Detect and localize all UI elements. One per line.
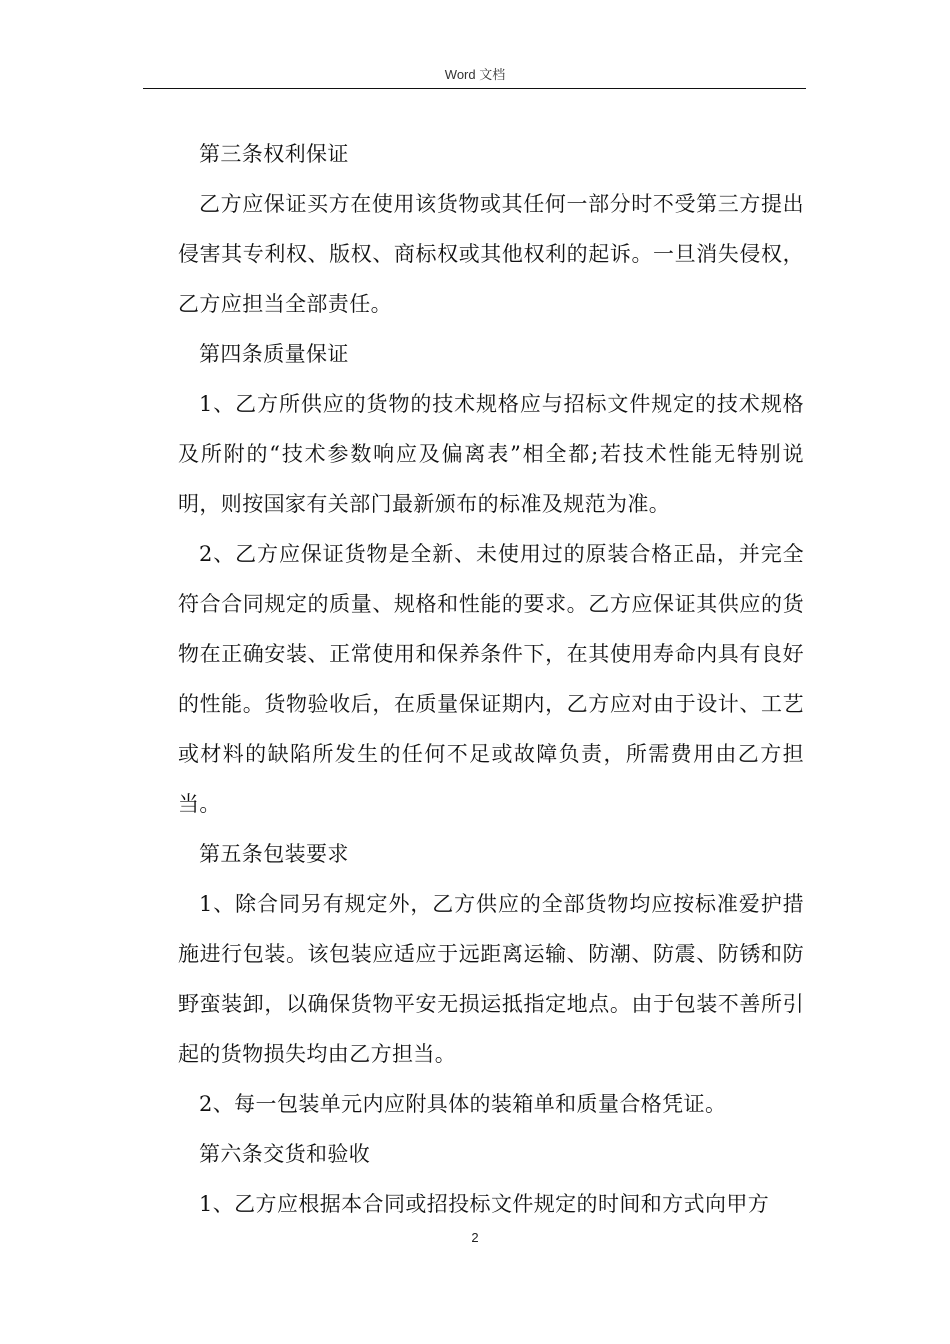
paragraph: 乙方应保证买方在使用该货物或其任何一部分时不受第三方提出侵害其专利权、版权、商标权或其他权利的起诉。一旦消失侵权，乙方应担当全部责任。 — [178, 192, 804, 316]
document-body — [178, 129, 804, 1229]
section-heading-6: 第六条交货和验收 — [199, 1142, 371, 1166]
paragraph: 2、乙方应保证货物是全新、未使用过的原装合格正品，并完全符合合同规定的质量、规格和性能的要求。乙方应保证其供应的货物在正确安装、正常使用和保养条件下，在其使用寿命内具有良好的性能。货物验收后，在质量保证期内，乙方应对由于设计、工艺或材料的缺陷所发生的任何不足或故障负责，所需费用由乙方担当。 — [178, 542, 804, 816]
section-heading-4: 第四条质量保证 — [199, 342, 349, 366]
header-divider — [143, 88, 806, 89]
paragraph: 2、每一包装单元内应附具体的装箱单和质量合格凭证。 — [199, 1092, 727, 1116]
paragraph: 1、乙方所供应的货物的技术规格应与招标文件规定的技术规格及所附的“技术参数响应及偏离表”相全都;若技术性能无特别说明，则按国家有关部门最新颁布的标准及规范为准。 — [178, 392, 804, 516]
paragraph: 1、乙方应根据本合同或招投标文件规定的时间和方式向甲方 — [199, 1192, 770, 1216]
page-number: 2 — [471, 1230, 479, 1245]
page-header: Word 文档 — [444, 67, 506, 82]
paragraph: 1、除合同另有规定外，乙方供应的全部货物均应按标准爱护措施进行包装。该包装应适应于远距离运输、防潮、防震、防锈和防野蛮装卸，以确保货物平安无损运抵指定地点。由于包装不善所引起的货物损失均由乙方担当。 — [178, 892, 804, 1066]
section-heading-5: 第五条包装要求 — [199, 842, 349, 866]
section-heading-3: 第三条权利保证 — [199, 142, 349, 166]
